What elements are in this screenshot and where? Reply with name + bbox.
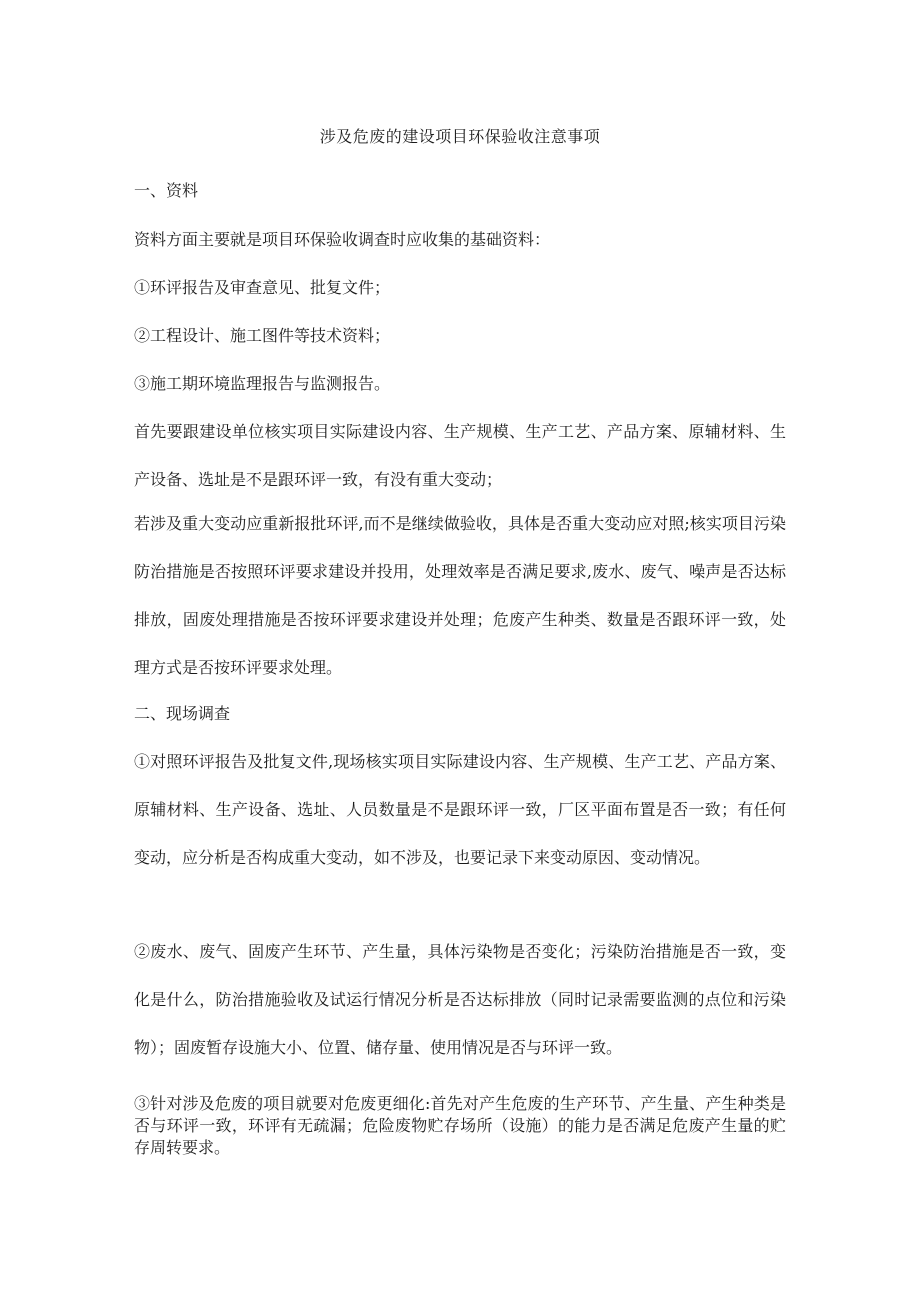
paragraph-major-changes: 若涉及重大变动应重新报批环评,而不是继续做验收，具体是否重大变动应对照;核实项目污染防治措施是否按照环评要求建设并投用，处理效率是否满足要求,废水、废气、噪声是否达标排放，固废处理措施是否按环评要求建设并处理；危废产生种类、数量是否跟环评一致，处理方式是否按环评要求处理。 <box>134 514 786 677</box>
paragraph-pollution-sources: ②废水、废气、固废产生环节、产生量，具体污染物是否变化；污染防治措施是否一致，变化是什么，防治措施验收及试运行情况分析是否达标排放（同时记录需要监测的点位和污染物）；固废暂存设施大小、位置、储存量、使用情况是否与环评一致。 <box>134 942 786 1057</box>
list-item-construction-monitoring: ③施工期环境监理报告与监测报告。 <box>134 374 391 393</box>
list-item-engineering-design: ②工程设计、施工图件等技术资料； <box>134 326 391 345</box>
document-title: 涉及危废的建设项目环保验收注意事项 <box>319 127 601 146</box>
section-heading-site-survey: 二、现场调查 <box>134 704 231 723</box>
paragraph-materials-intro: 资料方面主要就是项目环保验收调查时应收集的基础资料： <box>134 230 551 249</box>
paragraph-verify-construction: 首先要跟建设单位核实项目实际建设内容、生产规模、生产工艺、产品方案、原辅材料、生产设备、选址是不是跟环评一致，有没有重大变动； <box>134 422 786 489</box>
list-item-eia-report: ①环评报告及审查意见、批复文件； <box>134 278 391 297</box>
paragraph-hazardous-waste: ③针对涉及危废的项目就要对危废更细化:首先对产生危废的生产环节、产生量、产生种类是否与环评一致，环评有无疏漏；危险废物贮存场所（设施）的能力是否满足危废产生量的贮存周转要求。 <box>134 1094 786 1157</box>
section-heading-materials: 一、资料 <box>134 181 199 200</box>
paragraph-site-verification: ①对照环评报告及批复文件,现场核实项目实际建设内容、生产规模、生产工艺、产品方案、原辅材料、生产设备、选址、人员数量是不是跟环评一致，厂区平面布置是否一致；有任何变动，应分析是否构成重大变动，如不涉及，也要记录下来变动原因、变动情况。 <box>134 752 786 867</box>
